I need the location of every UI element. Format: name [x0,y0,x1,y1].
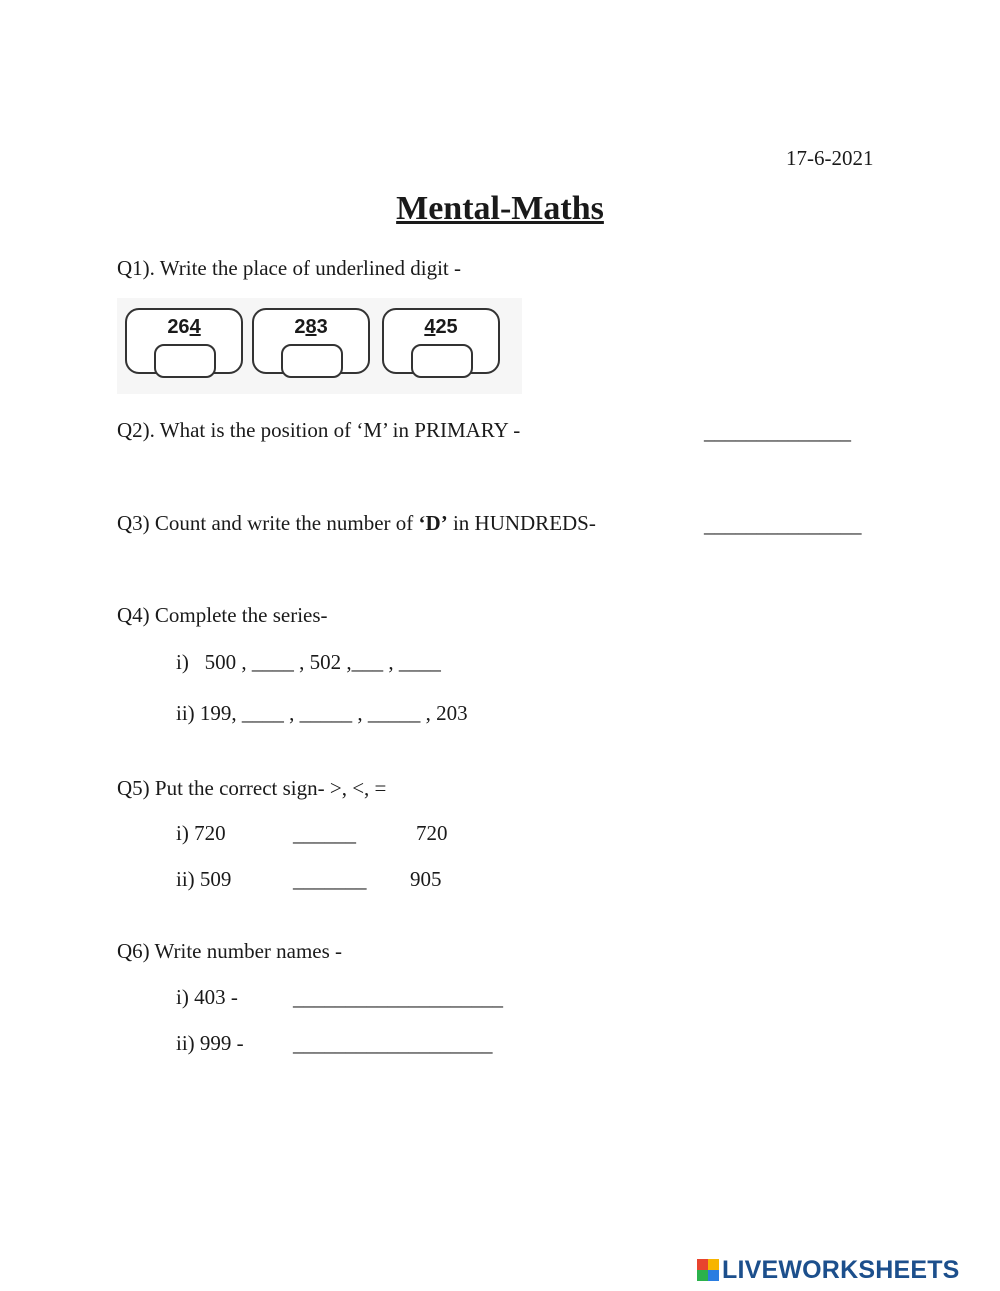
q3-text: Q3) Count and write the number of ‘D’ in HUNDREDS- [117,511,596,535]
number-425: 425 [424,316,458,338]
q4-text: Q4) Complete the series- [117,603,328,627]
q6-item-1-blank[interactable]: ____________________ [293,986,503,1010]
q5-item-2-right: 905 [410,867,442,891]
logo-mark-icon [697,1259,719,1281]
q4-item-1[interactable]: i) 500 , ____ , 502 ,___ , ____ [176,650,441,674]
q3-answer-blank[interactable]: _______________ [704,513,862,537]
q5-item-2-blank[interactable]: _______ [293,868,367,892]
q4-item-2[interactable]: ii) 199, ____ , _____ , _____ , 203 [176,701,468,725]
q5-item-2-label: ii) 509 [176,867,232,891]
liveworksheets-logo[interactable] [697,1257,960,1283]
q6-item-2-label: ii) 999 - [176,1031,244,1055]
q5-item-1-label: i) 720 [176,821,226,845]
q5-item-1-right: 720 [416,821,448,845]
brand-name: LIVEWORKSHEETS [722,1255,960,1284]
q2-text: Q2). What is the position of ‘M’ in PRIMARY - [117,418,521,442]
number-283: 283 [294,316,328,338]
q6-item-2-blank[interactable]: ___________________ [293,1032,493,1056]
digit-box-3 [382,308,500,374]
q6-item-1-label: i) 403 - [176,985,238,1009]
q6-text: Q6) Write number names - [117,939,343,963]
digit-box-1 [125,308,243,374]
digit-box-2 [252,308,370,374]
q5-text: Q5) Put the correct sign- >, <, = [117,776,387,800]
answer-box-2[interactable] [281,344,343,378]
answer-box-1[interactable] [154,344,216,378]
number-264: 264 [167,316,201,338]
date: 17-6-2021 [786,146,874,170]
answer-box-3[interactable] [411,344,473,378]
q1-text: Q1). Write the place of underlined digit - [117,256,461,280]
q1-image [117,298,522,394]
q2-answer-blank[interactable]: ______________ [704,420,851,444]
q5-item-1-blank[interactable]: ______ [293,822,356,846]
page-title: Mental-Maths [396,190,604,227]
